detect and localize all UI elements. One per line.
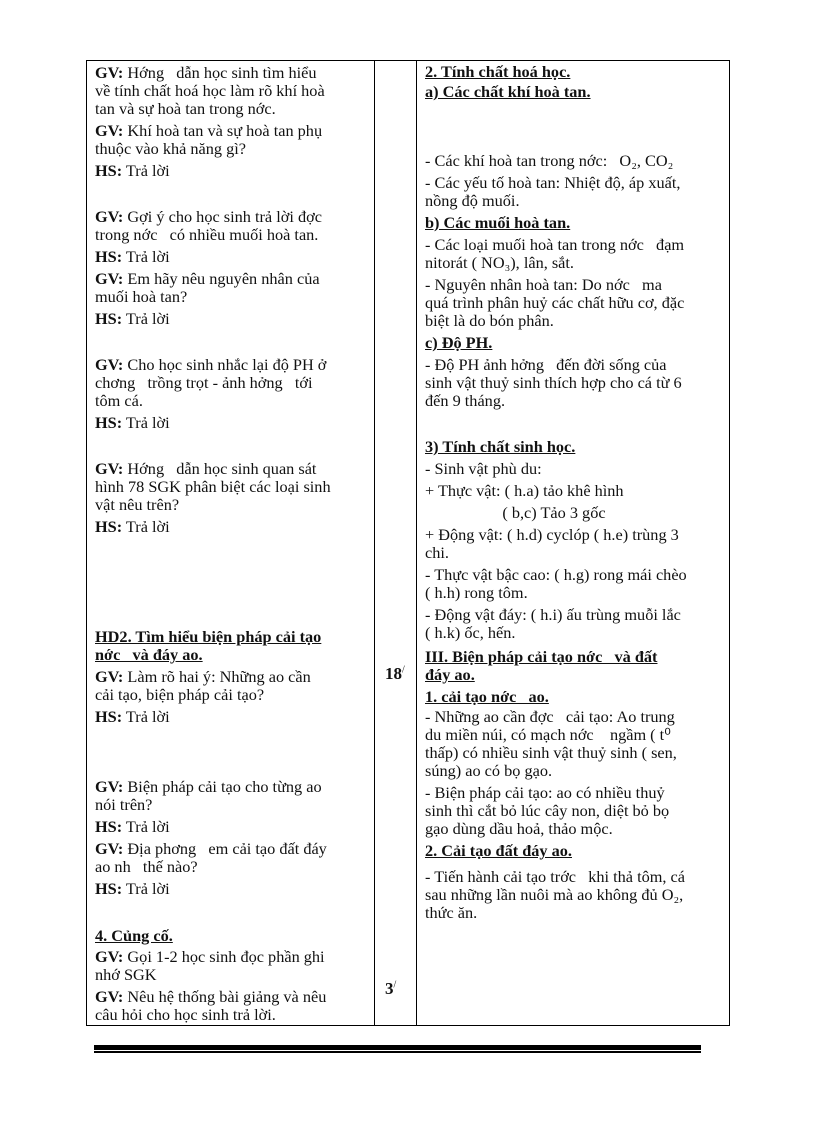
line-text: Trả lời (122, 161, 170, 180)
line-text: Khí hoà tan và sự hoà tan phụ (123, 121, 323, 140)
heading-text: 4. Củng cố. (95, 926, 173, 945)
activity-line (95, 460, 316, 478)
line-text: Cho học sinh nhắc lại độ PH ở (123, 355, 327, 374)
activity-line (95, 948, 325, 966)
content-line: - Các loại muối hoà tan trong nớc đạm (425, 235, 685, 254)
teacher-label: GV: (95, 777, 124, 796)
activity-line (95, 392, 143, 410)
activity-line (95, 64, 316, 82)
line-text: Trả lời (122, 517, 170, 536)
activity-line (95, 288, 187, 306)
activity-line (95, 478, 331, 496)
time-value: 3 (385, 979, 394, 998)
content-heading: III. Biện pháp cải tạo nớc và đất (425, 647, 658, 666)
section-heading (95, 927, 173, 945)
teacher-label: GV: (95, 947, 124, 966)
line-text: Biện pháp cải tạo cho từng ao (123, 777, 322, 796)
line-text: tôm cá. (95, 391, 143, 410)
student-label: HS: (95, 161, 123, 180)
activity-line (95, 708, 170, 726)
content-line: - Tiến hành cải tạo trớc khi thả tôm, cá (425, 867, 686, 886)
line-text: Địa phơng em cải tạo đất đáy (123, 839, 327, 858)
content-line: - Nguyên nhân hoà tan: Do nớc ma (425, 275, 662, 294)
time-value: 18 (385, 664, 402, 683)
activity-line (95, 82, 325, 100)
content-line: chi. (425, 543, 449, 562)
content-line: quá trình phân huỷ các chất hữu cơ, đặc (425, 293, 685, 312)
content-line: sinh thì cắt bỏ lúc cây non, diệt bỏ bọ (425, 801, 670, 820)
student-label: HS: (95, 517, 123, 536)
content-heading: a) Các chất khí hoà tan. (425, 82, 591, 101)
content-heading: c) Độ PH. (425, 333, 493, 352)
minute-mark: / (402, 664, 405, 676)
line-text: Hớng dẫn học sinh tìm hiểu (123, 63, 317, 82)
line-text: về tính chất hoá học làm rõ khí hoà (95, 81, 325, 100)
activity-line (95, 858, 198, 876)
content-heading: 2. Tính chất hoá học. (425, 62, 571, 81)
line-text: thuộc vào khả năng gì? (95, 139, 247, 158)
content-heading: b) Các muối hoà tan. (425, 213, 571, 232)
line-text: hình 78 SGK phân biệt các loại sinh (95, 477, 331, 496)
content-line: - Biện pháp cải tạo: ao có nhiều thuỷ (425, 783, 665, 802)
teacher-activity-column (87, 61, 374, 1025)
activity-line (95, 840, 327, 858)
activity-line (95, 518, 170, 536)
line-text: Nêu hệ thống bài giảng và nêu (123, 987, 327, 1006)
line-text: Hớng dẫn học sinh quan sát (123, 459, 317, 478)
content-line: ( h.h) rong tôm. (425, 583, 528, 602)
activity-line (95, 270, 320, 288)
line-text: tan và sự hoà tan trong nớc. (95, 99, 276, 118)
content-line: + Động vật: ( h.d) cyclóp ( h.e) trùng 3 (425, 525, 679, 544)
student-label: HS: (95, 247, 123, 266)
content-line: - Độ PH ảnh hởng đến đời sống của (425, 355, 667, 374)
content-line: - Các khí hoà tan trong nớc: O₂, CO₂ (425, 151, 674, 170)
time-mark (385, 979, 396, 999)
student-label: HS: (95, 879, 123, 898)
content-line: ( h.k) ốc, hến. (425, 623, 516, 642)
teacher-label: GV: (95, 63, 124, 82)
line-text: cải tạo, biện pháp cải tạo? (95, 685, 265, 704)
content-line: - Thực vật bậc cao: ( h.g) rong mái chèo (425, 565, 687, 584)
activity-line (95, 796, 152, 814)
activity-line (95, 818, 170, 836)
teacher-label: GV: (95, 839, 124, 858)
line-text: câu hỏi cho học sinh trả lời. (95, 1005, 276, 1024)
line-text: Trả lời (122, 309, 170, 328)
bottom-rule-thin (94, 1051, 701, 1053)
content-column (417, 61, 731, 1025)
content-line: súng) ao có bọ gạo. (425, 761, 553, 780)
activity-line (95, 374, 313, 392)
activity-line (95, 778, 322, 796)
activity-line (95, 208, 322, 226)
activity-line (95, 988, 326, 1006)
heading-text: nớc và đáy ao. (95, 645, 203, 664)
line-text: Gọi 1-2 học sinh đọc phần ghi (123, 947, 325, 966)
line-text: nhớ SGK (95, 965, 157, 984)
teacher-label: GV: (95, 121, 124, 140)
content-line: đến 9 tháng. (425, 391, 506, 410)
content-line: - Sinh vật phù du: (425, 459, 542, 478)
activity-line (95, 310, 170, 328)
activity-line (95, 100, 276, 118)
teacher-label: GV: (95, 459, 124, 478)
teacher-label: GV: (95, 987, 124, 1006)
activity-line (95, 1006, 276, 1024)
activity-line (95, 414, 170, 432)
time-mark (385, 664, 405, 684)
content-line: ( b,c) Tảo 3 gốc (425, 503, 606, 522)
student-label: HS: (95, 309, 123, 328)
content-line: gạo dùng dầu hoả, thảo mộc. (425, 819, 613, 838)
activity-line (95, 880, 170, 898)
teacher-label: GV: (95, 667, 124, 686)
activity-line (95, 356, 326, 374)
content-line: + Thực vật: ( h.a) tảo khê hình (425, 481, 624, 500)
line-text: vật nêu trên? (95, 495, 180, 514)
content-line: - Những ao cần đợc cải tạo: Ao trung (425, 707, 675, 726)
content-line: biệt là do bón phân. (425, 311, 554, 330)
time-column (375, 61, 416, 1025)
heading-text: HD2. Tìm hiểu biện pháp cải tạo (95, 627, 322, 646)
student-label: HS: (95, 817, 123, 836)
student-label: HS: (95, 707, 123, 726)
content-line: sau những lần nuôi mà ao không đủ O₂, (425, 885, 684, 904)
section-heading (95, 628, 321, 646)
content-line: - Động vật đáy: ( h.i) ấu trùng muỗi lắc (425, 605, 681, 624)
line-text: Em hãy nêu nguyên nhân của (123, 269, 320, 288)
bottom-rule (94, 1045, 701, 1050)
content-line: du miền núi, có mạch nớc ngầm ( t⁰ (425, 725, 671, 744)
activity-line (95, 248, 170, 266)
teacher-label: GV: (95, 269, 124, 288)
section-heading (95, 646, 203, 664)
activity-line (95, 226, 318, 244)
activity-line (95, 140, 246, 158)
teacher-label: GV: (95, 355, 124, 374)
content-heading: đáy ao. (425, 665, 475, 684)
lesson-table (86, 60, 730, 1026)
content-heading: 2. Cải tạo đất đáy ao. (425, 841, 572, 860)
content-line: - Các yếu tố hoà tan: Nhiệt độ, áp xuất, (425, 173, 681, 192)
line-text: ao nh thế nào? (95, 857, 198, 876)
minute-mark: / (393, 979, 397, 991)
line-text: Trả lời (122, 817, 170, 836)
content-heading: 3) Tính chất sinh học. (425, 437, 576, 456)
line-text: trong nớc có nhiều muối hoà tan. (95, 225, 319, 244)
line-text: Trả lời (122, 247, 170, 266)
content-line: nồng độ muối. (425, 191, 520, 210)
activity-line (95, 496, 179, 514)
activity-line (95, 122, 322, 140)
line-text: Làm rõ hai ý: Những ao cần (123, 667, 311, 686)
activity-line (95, 668, 311, 686)
line-text: Trả lời (122, 879, 170, 898)
activity-line (95, 966, 157, 984)
student-label: HS: (95, 413, 123, 432)
content-line: thức ăn. (425, 903, 478, 922)
content-heading: 1. cải tạo nớc ao. (425, 687, 549, 706)
line-text: nói trên? (95, 795, 153, 814)
content-line: thấp) có nhiều sinh vật thuỷ sinh ( sen, (425, 743, 677, 762)
line-text: Trả lời (122, 707, 170, 726)
activity-line (95, 162, 170, 180)
line-text: Gợi ý cho học sinh trả lời đợc (123, 207, 322, 226)
teacher-label: GV: (95, 207, 124, 226)
line-text: chơng trồng trọt - ảnh hởng tới (95, 373, 313, 392)
content-line: sinh vật thuỷ sinh thích hợp cho cá từ 6 (425, 373, 682, 392)
line-text: muối hoà tan? (95, 287, 188, 306)
activity-line (95, 686, 264, 704)
content-line: nitorát ( NO₃), lân, sắt. (425, 253, 575, 272)
line-text: Trả lời (122, 413, 170, 432)
